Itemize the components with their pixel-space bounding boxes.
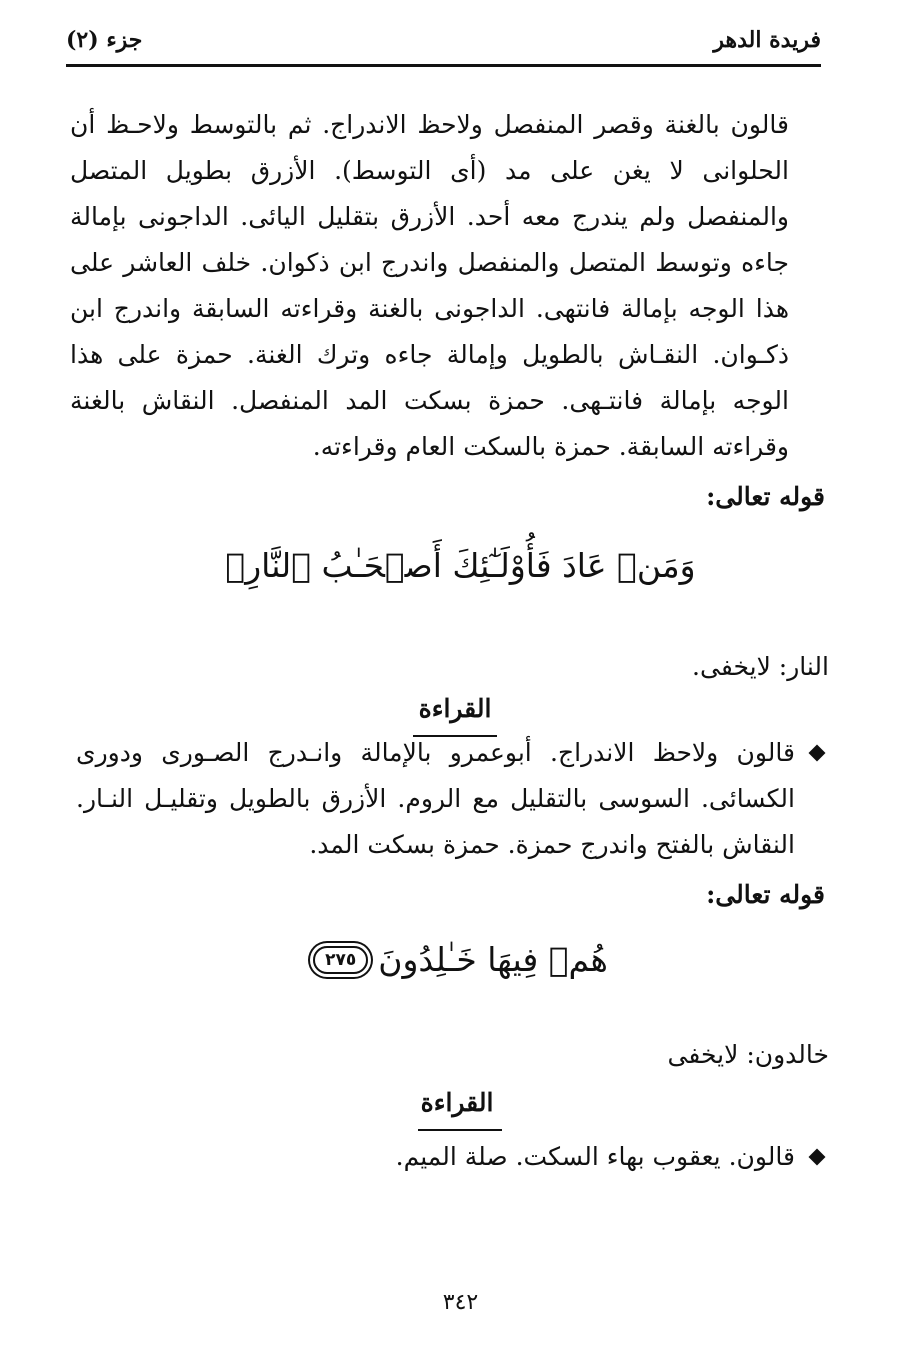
page-number: ٣٤٢ [442,1290,479,1315]
word-note-1: النار: لايخفى. [692,652,829,681]
readings-text-2: قالون. يعقوب بهاء السكت. صلة الميم. [395,1142,795,1171]
header-rule [66,64,821,67]
section-underline-2 [418,1129,502,1131]
volume-label: جزء (٢) [66,27,143,53]
readings-text-1: قالون ولاحظ الاندراج. أبوعمرو بالإمالة وانـدرج الصـورى ودورى الكسائى. السوسى بالتقليل مع الروم. الأزرق بالطويل وتقليـل النـار. النقاش بالفتح واندرج حمزة. حمزة بسكت المد. [76,738,795,859]
readings-list-item-1 [76,730,825,868]
verse-text-1: وَمَنۡ عَادَ فَأُوْلَـٰٓئِكَ أَصۡحَـٰبُ ٱلنَّارِۖ [225,546,696,585]
book-title: فريدة الدهر [713,27,821,53]
qawluh-label-2: قوله تعالى: [706,880,825,909]
ayah-number-marker: ٢٧٥ [313,946,368,974]
qawluh-label-1: قوله تعالى: [706,482,825,511]
readings-list-item-2 [76,1134,825,1180]
verse-text-2: هُمۡ فِيهَا خَـٰلِدُونَ [378,940,608,979]
word-note-2: خالدون: لايخفى [667,1040,829,1069]
running-head [66,18,821,62]
section-heading-1: القراءة [418,694,492,723]
black-diamond-icon [809,1149,826,1166]
quran-verse-1 [0,546,921,585]
commentary-paragraph: قالون بالغنة وقصر المنفصل ولاحظ الاندراج. ثم بالتوسط ولاحـظ أن الحلوانى لا يغن على مد (أى التوسط). الأزرق بطويل المتصل والمنفصل ولم يندرج معه أحد. الأزرق بتقليل اليائى. الداجونى بإمالة جاءه وتوسط المتصل والمنفصل واندرج ابن ذكوان. خلف العاشر على هذا الوجه بإمالة فانتهى. الداجونى بالغنة وقراءته السابقة واندرج ابن ذكـوان. النقـاش بالطويل وإمالة جاءه وترك الغنة. حمزة على هذا الوجه بإمالة فانتـهى. حمزة بسكت المد المنفصل. النقاش بالغنة وقراءته السابقة. حمزة بالسكت العام وقراءته. [70,110,789,461]
section-heading-2: القراءة [420,1088,494,1117]
black-diamond-icon [809,745,826,762]
quran-verse-2 [0,940,921,979]
